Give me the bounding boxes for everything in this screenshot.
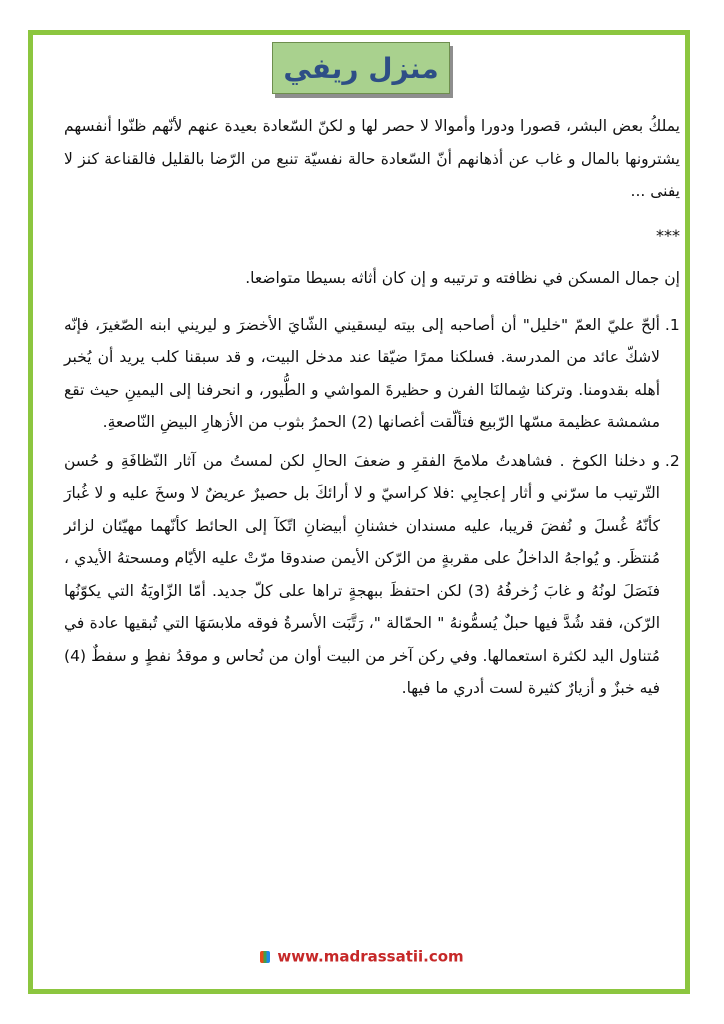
lead-sentence: إن جمال المسكن في نظافته و ترتيبه و إن كان أثاثه بسيطا متواضعا. xyxy=(245,269,680,287)
paragraph-2: 2. و دخلنا الكوخ . فشاهدتُ ملامحَ الفقرِ و ضعفَ الحالِ لكن لمستُ من آثار النّظافَةِ و حُسن التّرتيب ما سرّني و أثار إعجابِي :فلا كراسيّ و لا أرائكَ بل حصيرٌ عريضٌ لا وسخَ عليه و لا غُبارَ كأنّهُ غُسلَ و نُفضَ قريبا، عليه مسندان خشنانِ أبيضانِ اتّكآ إلى الحائط كأنّهما مهيّئان لزائر مُنتظَر. و يُواجهُ الداخلُ على مقربةٍ من الرّكن الأيمن صندوقا مرّتْ عليه الأيّام ومسحتهُ الأيدي ، فنَصَلَ لونُهُ و غابَ زُخرفُهُ (3) لكن احتفظَ ببهجةٍ تراها على كلّ جديد. أمّا الزّاويَةُ التي يكوّنُها الرّكن، فقد شُدَّ فيها حبلٌ يُسمُّونهُ " الحمّالة "، رَتَّبَت الأسرةُ فوقه ملابسَهَا التي تُبقيها عادة في مُتناول اليد لكثرة استعمالها. وفي ركن آخر من البيت أوان من نُحاس و موقدُ نفطٍ و سفطٌ (4) فيه خبزٌ و أزيارٌ كثيرة لست أدري ما فيها. xyxy=(64,445,660,705)
document-body xyxy=(64,110,680,711)
site-logo-icon xyxy=(260,951,270,963)
intro-paragraph: يملكُ بعض البشر، قصورا ودورا وأموالا لا حصر لها و لكنّ السّعادة بعيدة عنهم لأنّهم ظنّوا أنفسهم يشترونها بالمال و غاب عن أذهانهم أنّ السّعادة حالة نفسيّة تنبع من الرّضا بالقليل فالقناعة كنز لا يفنى ... xyxy=(64,117,680,200)
title-banner xyxy=(272,42,450,94)
numbered-paragraphs xyxy=(64,309,680,705)
footer-website-link[interactable]: www.madrassatii.com xyxy=(277,947,464,966)
page-title: منزل ريفي xyxy=(283,51,439,85)
footer xyxy=(0,946,724,966)
paragraph-1: 1. ألحّ عليّ العمّ "خليل" أن أصاحبه إلى بيته ليسقيني الشّايَ الأخضرَ و ليريني ابنه الصّغيرَ، فإنّه لاشكّ عائد من المدرسة. فسلكنا ممرًا ضيّقا عند مدخل البيت، و قد سبقنا كلب يريد أن يُخبر أهله بقدومنا. وتركنا شِمالنَا الفرن و حظيرةَ المواشي و الطُّيور، و انحرفنا إلى اليمينِ حيث تقع مشمشة عظيمة مسّها الرّبيع فتألّقت أغصانها (2) الحمرُ بثوب من الأزهارِ البيضِ النّاصعةِ. xyxy=(64,309,660,439)
section-separator: *** xyxy=(656,225,680,245)
